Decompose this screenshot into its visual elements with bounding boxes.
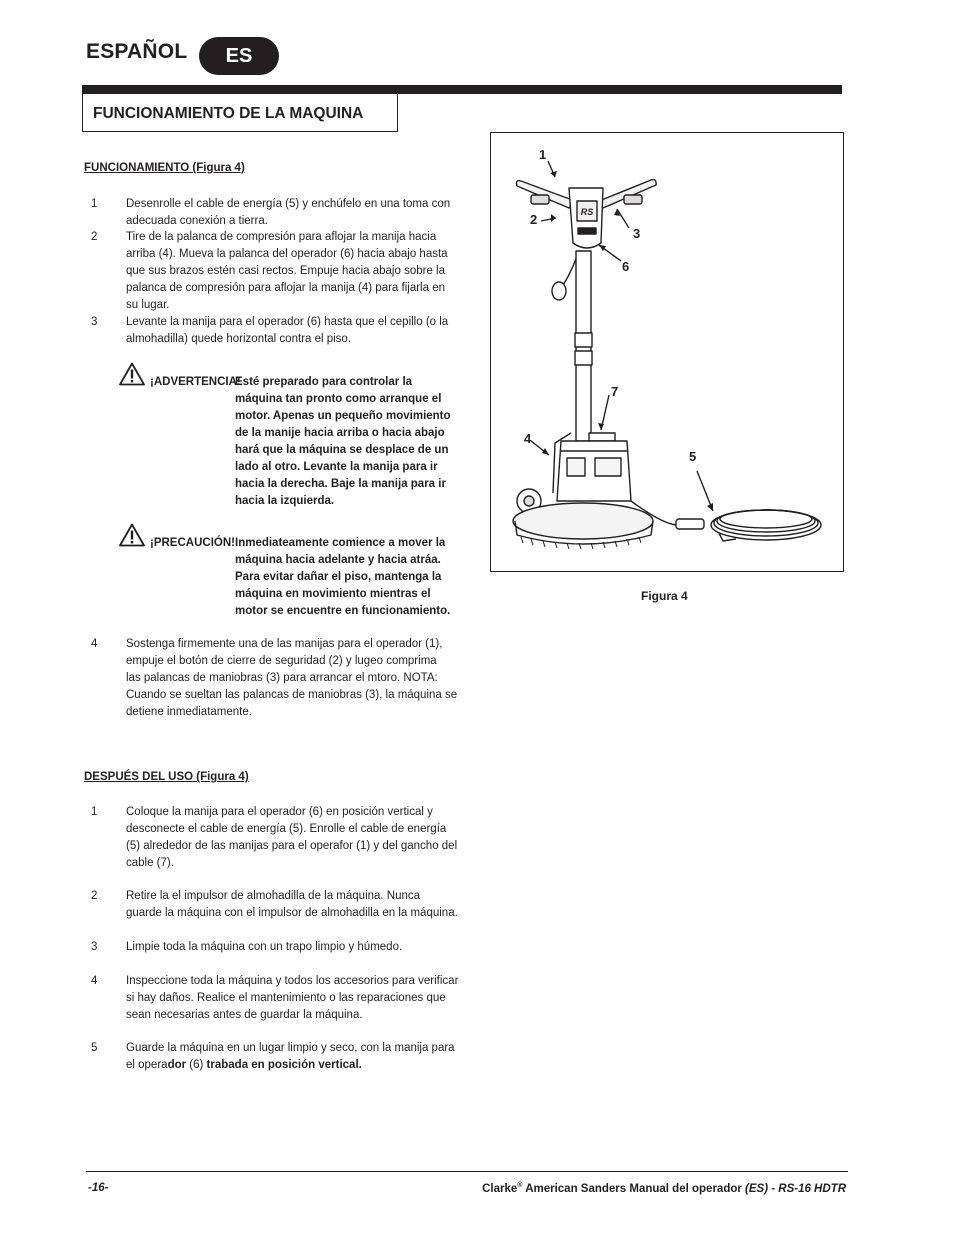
callout-4: 4 xyxy=(524,431,532,446)
language-badge: ES xyxy=(199,37,279,75)
operation-heading: FUNCIONAMIENTO (Figura 4) xyxy=(84,162,245,174)
callout-6: 6 xyxy=(622,259,630,274)
handle-logo: RS xyxy=(580,207,594,217)
footer-manual-title: Clarke® American Sanders Manual del operador (ES) - RS-16 HDTR xyxy=(482,1182,846,1195)
language-title: ESPAÑOL xyxy=(86,40,188,63)
op-step-1-text: Desenrolle el cable de energía (5) y enchúfelo en una toma con adecuada conexión a tierra. xyxy=(126,198,451,227)
floor-machine-illustration xyxy=(491,133,842,570)
op-step-4-number: 4 xyxy=(91,638,98,650)
caution-label: ¡PRECAUCIÓN! xyxy=(150,537,235,549)
footer-rule xyxy=(86,1171,848,1172)
after-step-1-text: Coloque la manija para el operador (6) en posición vertical y desconecte el cable de energía (5). Enrolle el cable de energía (5) alrededor de las manijas para el operafor (1) y del gancho del cable (7). xyxy=(126,806,458,869)
after-use-heading: DESPUÉS DEL USO (Figura 4) xyxy=(84,771,249,783)
after-step-2-number: 2 xyxy=(91,890,98,902)
caution-text: Inmediateamente comience a mover la máquina hacia adelante y hacia atráa. Para evitar dañar el piso, mantenga la máquina en movimiento mientras el motor se encuentre en funcionamiento. xyxy=(235,537,451,617)
op-step-2-number: 2 xyxy=(91,231,98,243)
op-step-1-number: 1 xyxy=(91,198,98,210)
callout-7: 7 xyxy=(611,384,619,399)
op-step-3-number: 3 xyxy=(91,316,98,328)
warning-label: ¡ADVERTENCIA! xyxy=(150,376,241,388)
after-step-5-text: Guarde la máquina en un lugar limpio y seco, con la manija para el operador (6) trabada en posición vertical. xyxy=(126,1042,455,1071)
callout-1: 1 xyxy=(539,147,547,162)
figure-4-frame xyxy=(490,132,844,572)
after-step-3-text: Limpie toda la máquina con un trapo limpio y húmedo. xyxy=(126,941,403,953)
figure-caption: Figura 4 xyxy=(641,589,688,603)
after-step-2-text: Retire la el impulsor de almohadilla de la máquina. Nunca guarde la máquina con el impulsor de almohadilla en la máquina. xyxy=(126,890,458,919)
op-step-3-text: Levante la manija para el operador (6) hasta que el cepillo (o la almohadilla) quede horizontal contra el piso. xyxy=(126,316,449,345)
after-step-4-text: Inspeccione toda la máquina y todos los accesorios para verificar si hay daños. Realice el mantenimiento o las reparaciones que sean necesarias antes de guardar la máquina. xyxy=(126,975,459,1021)
top-rule xyxy=(82,85,842,94)
warning-text: Esté preparado para controlar la máquina tan pronto como arranque el motor. Apenas un pequeño movimiento de la manije hacia arriba o hacia abajo hará que la máquina se desplace de un lado al otro. Levante la manija para ir hacia la derecha. Baje la manija para ir hacia la izquierda. xyxy=(235,376,451,507)
after-step-4-number: 4 xyxy=(91,975,98,987)
callout-5: 5 xyxy=(689,449,697,464)
after-step-3-number: 3 xyxy=(91,941,98,953)
after-step-5-number: 5 xyxy=(91,1042,98,1054)
op-step-2-text: Tire de la palanca de compresión para aflojar la manija hacia arriba (4). Mueva la palanca del operador (6) hacia abajo hasta que sus brazos estén casi rectos. Empuje hacia abajo sobre la palanca de compresión para aflojar la manija (4) para fijarla en su lugar. xyxy=(126,231,448,311)
after-step-1-number: 1 xyxy=(91,806,98,818)
callout-2: 2 xyxy=(530,212,538,227)
caution-triangle-icon xyxy=(119,523,145,547)
page-number: -16- xyxy=(88,1182,109,1194)
section-title: FUNCIONAMIENTO DE LA MAQUINA xyxy=(93,105,364,122)
op-step-4-text: Sostenga firmemente una de las manijas para el operador (1), empuje el botón de cierre de seguridad (2) y lugeo comprima las palancas de maniobras (3) para arrancar el mtoro. NOTA: Cuando se sueltan las palancas de maniobras (3), la máquina se detiene inmediatamente. xyxy=(126,638,458,718)
warning-triangle-icon xyxy=(119,362,145,386)
callout-3: 3 xyxy=(633,226,641,241)
